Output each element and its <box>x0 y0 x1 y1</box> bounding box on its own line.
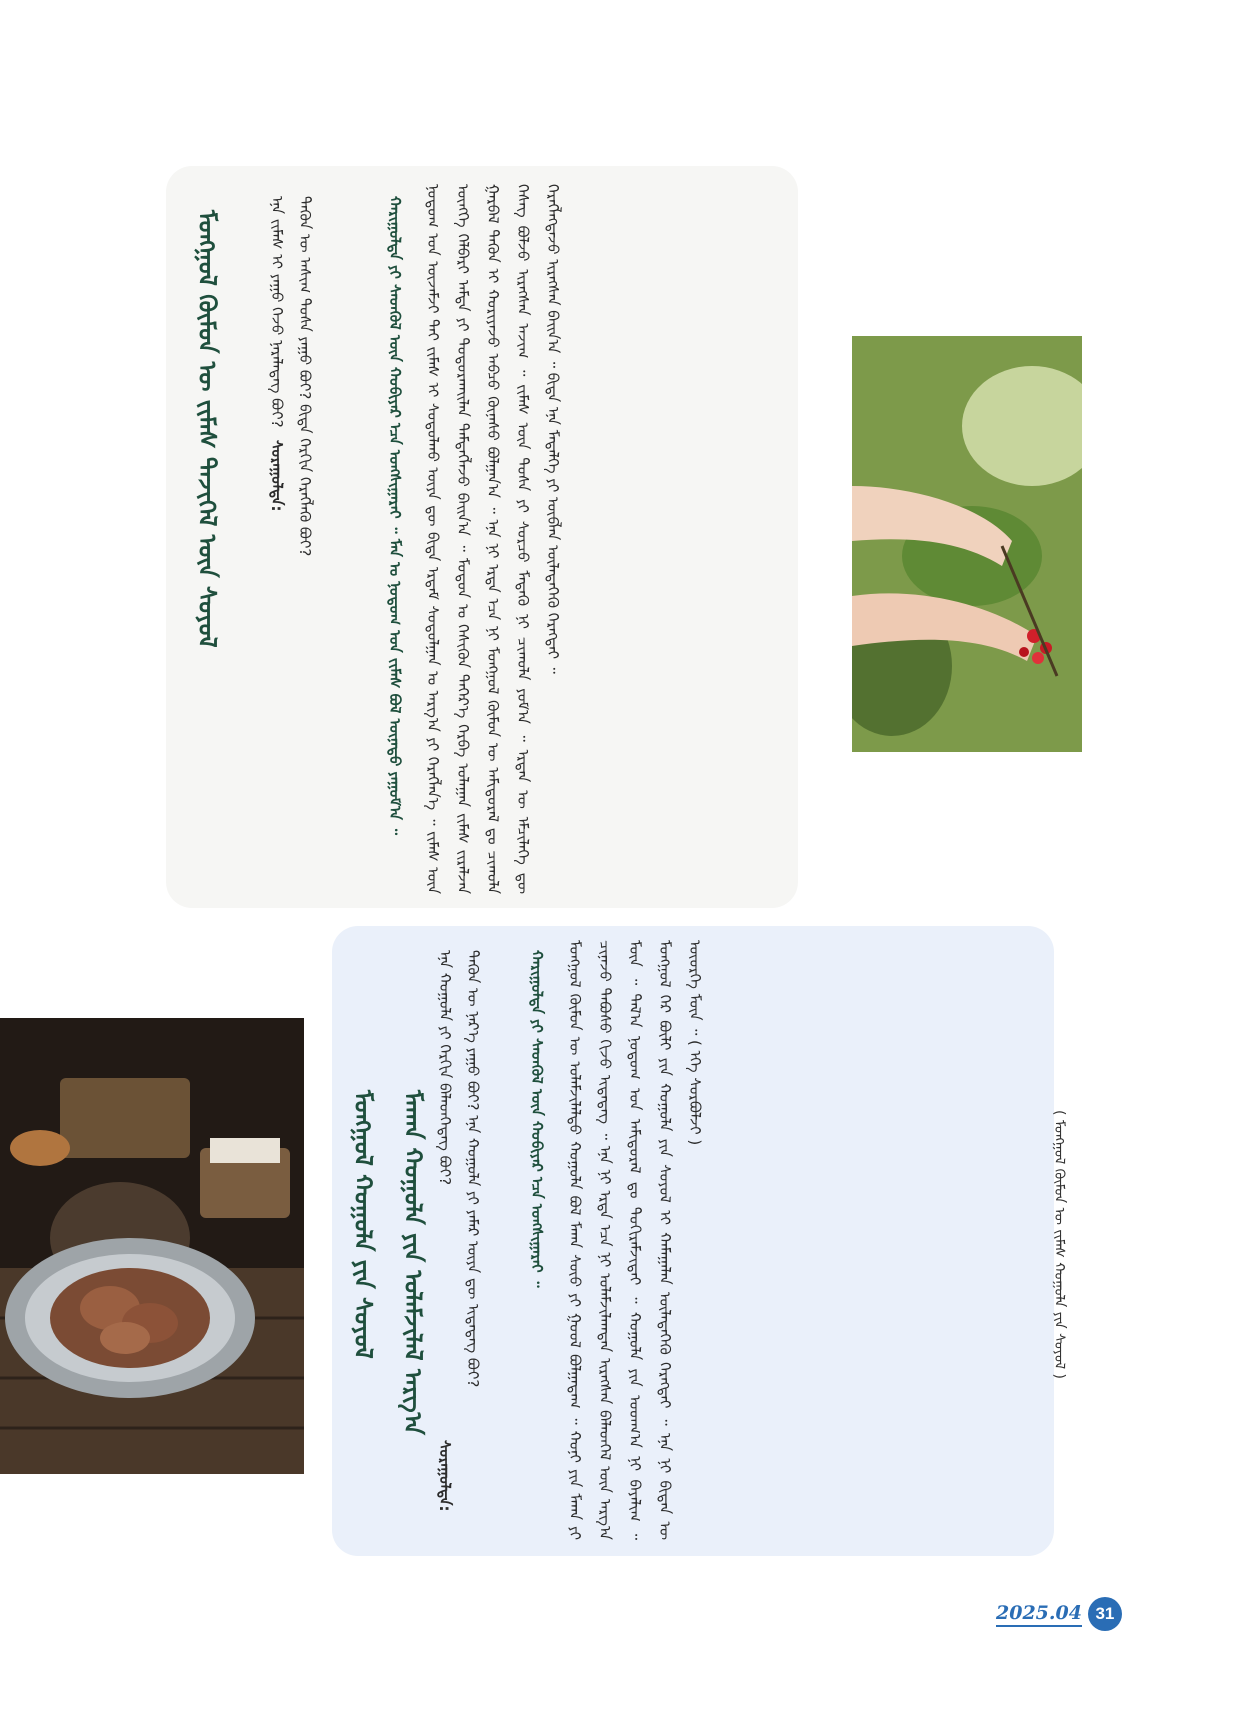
page-footer <box>996 1596 1122 1632</box>
meat-dish-photo <box>0 1018 304 1474</box>
article-body-bottom: ᠮᠣᠩᠭᠣᠯ ᠬᠦᠮᠦᠨ ᠦ ᠤᠯᠠᠮᠵᠢᠯᠠᠯᠲᠤ ᠬᠣᠭᠣᠯᠠ ᠪᠣᠯ ᠮᠠᠬᠠ ᠰᠦᠦ ᠶᠢ ᠭᠣᠣᠯ ᠪᠣᠯᠭᠠᠳᠠᠭ ᠃ ᠬᠣᠨᠢ ᠶᠢᠨ ᠮᠠᠬᠠ ᠶᠢ ᠴᠢᠨᠠᠵᠤ ᠳᠠᠪᠤᠰᠤ ᠬᠢᠵᠦ ᠢᠳᠡᠳᠡᠭ ᠃ ᠡᠨᠡ ᠨᠢ ᠡᠷᠲᠡ ᠡᠴᠡ ᠨᠢ ᠤᠯᠠᠮᠵᠢᠯᠠᠭᠳᠠᠨ ᠢᠷᠡᠭᠰᠡᠨ ᠪᠡᠯᠡᠳᠬᠡᠯ ᠦᠨ ᠠᠷᠭ᠎ᠠ ᠮᠥᠨ ᠃ ᠲᠠᠯ᠎ᠠ ᠨᠤᠲᠤᠭ ᠤᠨ ᠠᠮᠢᠳᠤᠷᠠᠯ ᠳᠤ ᠲᠣᠬᠢᠷᠠᠮᠵᠢᠲᠠᠢ ᠃ ᠬᠣᠭᠣᠯᠠ ᠶᠢᠨ ᠤᠳᠬ᠎ᠠ ᠨᠢ ᠪᠠᠶᠠᠯᠢᠭ ᠃ ᠮᠣᠩᠭᠣᠯ ᠭᠡᠷ ᠪᠦᠯᠢ ᠶᠢᠨ ᠬᠣᠭᠣᠯᠠ ᠶᠢᠨ ᠰᠣᠶᠣᠯ ᠢ ᠬᠠᠮᠠᠭᠠᠯᠠᠨ ᠦᠯᠡᠳᠡᠭᠡᠬᠦ ᠬᠡᠷᠡᠭᠲᠡᠢ ᠃ ᠡᠨᠡ ᠨᠢ ᠪᠢᠳᠡᠨ ᠦ ᠦᠦᠷᠭᠡ ᠮᠥᠨ ᠃ ( ᠡᠬᠡ ᠰᠤᠷᠪᠤᠯᠵᠢ ) <box>566 940 704 1540</box>
article-subtitle-bottom: ᠮᠠᠬᠠᠨ ᠬᠣᠭᠣᠯᠠ ᠶᠢᠨ ᠤᠯᠠᠮᠵᠢᠯᠠᠯ ᠠᠷᠭ᠎ᠠ <box>399 1090 427 1435</box>
article-subhead-bottom: ᠬᠠᠷᠢᠭᠤᠯᠲᠠ ᠶᠢ ᠰᠡᠳᠬᠦᠯ ᠦᠨ ᠬᠤᠪᠢᠶᠠᠷ ᠡᠴᠡ ᠤᠩᠰᠢᠭᠠᠷᠠᠢ ᠃ <box>528 950 546 1288</box>
article-subhead-top: ᠬᠠᠷᠢᠭᠤᠯᠲᠠ ᠶᠢ ᠰᠡᠳᠬᠦᠯ ᠦᠨ ᠬᠤᠪᠢᠶᠠᠷ ᠡᠴᠡ ᠤᠩᠰᠢᠭᠠᠷᠠᠢ ᠃ ᠮᠠᠨ ᠤ ᠨᠤᠲᠤᠭ ᠤᠨ ᠵᠢᠮᠡᠰ ᠪᠣᠯ ᠦᠨᠡᠲᠦ ᠶᠠᠭᠤᠮ᠎ᠠ ᠃ <box>386 196 404 836</box>
question-tag: ᠰᠤᠷᠠᠭᠤᠯᠲᠠ: <box>268 440 286 512</box>
question-tag-bottom: ᠰᠤᠷᠠᠭᠤᠯᠲᠠ: <box>436 1440 454 1512</box>
article-title-bottom: ᠮᠣᠩᠭᠣᠯ ᠬᠤᠭᠤᠯᠠ ᠶᠢᠨ ᠰᠣᠶᠣᠯ <box>349 1090 377 1359</box>
question-continued-bottom: ᠲᠡᠭᠦᠨ ᠦ ᠨᠡᠷ᠎ᠡ ᠶᠠᠭᠤ ᠪᠤᠢ? ᠡᠨᠡ ᠬᠣᠭᠣᠯᠠ ᠶᠢ ᠶᠠᠮᠠᠷ ᠦᠶᠡ ᠳᠦ ᠢᠳᠡᠳᠡᠭ ᠪᠤᠢ? <box>464 950 482 1388</box>
page-number: 31 <box>1088 1597 1122 1631</box>
berry-picking-photo <box>852 336 1082 752</box>
source-credit: ( ᠮᠣᠩᠭᠣᠯ ᠬᠦᠮᠦᠨ ᠦ ᠵᠢᠮᠡᠰ ᠬᠣᠭᠣᠯᠠ ᠶᠢᠨ ᠰᠣᠶᠣᠯ ) <box>1051 1110 1067 1379</box>
article-body-top: ᠨᠤᠲᠤᠭ ᠤᠨ ᠦᠵᠡᠮᠵᠢ ᠲᠡᠢ ᠵᠢᠮᠡᠰ ᠢ ᠰᠤᠳᠤᠯᠬᠤ ᠦᠶᠡ ᠳᠦ ᠪᠢᠳᠡ ᠡᠷᠳᠡᠮ ᠰᠤᠳᠤᠯᠭᠠᠨ ᠤ ᠠᠷᠭ᠎ᠠ ᠶᠢ ᠬᠡᠷᠡᠭᠯᠡᠨ᠎ᠡ ᠃ ᠵᠢᠮᠡᠰ ᠦᠨ ᠦᠩᠭᠡ ᠬᠡᠯᠪᠡᠷᠢ ᠠᠮᠲᠠ ᠶᠢ ᠲᠣᠳᠣᠷᠬᠠᠢᠯᠠᠨ ᠲᠡᠮᠳᠡᠭᠯᠡᠵᠦ ᠪᠠᠢᠨ᠎ᠠ ᠃ ᠮᠣᠳᠣᠨ ᠤ ᠭᠡᠰᠢᠭᠦᠨ ᠳᠡᠭᠡᠷ᠎ᠡ ᠬᠡᠷᠪᠡ ᠤᠯᠠᠭᠠᠨ ᠵᠢᠮᠡᠰ ᠵᠢᠷᠠᠯᠵᠠᠨ ᠭᠠᠷᠪᠠᠯ ᠲᠡᠭᠦᠨ ᠢ ᠬᠤᠷᠢᠶᠠᠵᠤ ᠠᠪᠴᠤ ᠬᠦᠨᠡᠰᠦ ᠪᠣᠯᠭᠠᠨ᠎ᠠ ᠃ ᠡᠨᠡ ᠨᠢ ᠡᠷᠲᠡ ᠡᠴᠡ ᠨᠢ ᠮᠣᠩᠭᠣᠯ ᠬᠦᠮᠦᠨ ᠦ ᠠᠮᠢᠳᠤᠷᠠᠯ ᠳᠤ ᠴᠢᠬᠤᠯᠠ ᠬᠡᠰᠡᠭ ᠪᠣᠯᠵᠤ ᠢᠷᠡᠭᠰᠡᠨ ᠠᠵᠢᠭ ᠃ ᠵᠢᠮᠡᠰ ᠦᠨ ᠲᠤᠰᠠ ᠶᠢ ᠰᠤᠷᠴᠤ ᠮᠡᠳᠡᠬᠦ ᠨᠢ ᠴᠢᠬᠤᠯᠠ ᠶᠤᠮ᠎ᠠ ᠃ ᠡᠷᠲᠡᠨ ᠦ ᠡᠮᠴᠢᠯᠡᠭᠡ ᠳᠦ ᠬᠡᠷᠡᠭᠯᠡᠭᠳᠡᠵᠦ ᠢᠷᠡᠭᠰᠡᠨ ᠪᠠᠢᠨ᠎ᠠ ᠃ ᠪᠢᠳᠡ ᠡᠨᠡ ᠮᠡᠳᠡᠯᠭᠡ ᠶᠢ ᠥᠪᠯᠡᠨ ᠦᠯᠡᠳᠡᠭᠡᠬᠦ ᠬᠡᠷᠡᠭᠲᠡᠢ ᠃ <box>424 184 562 894</box>
question-text: ᠡᠨᠡ ᠵᠢᠮᠡᠰ ᠢ ᠶᠠᠭᠤ ᠭᠡᠵᠦ ᠨᠡᠷᠡᠯᠡᠳᠡᠭ ᠪᠤᠢ? <box>268 196 286 428</box>
question-text-bottom: ᠡᠨᠡ ᠬᠣᠭᠣᠯᠠ ᠶᠢ ᠬᠡᠷᠬᠢᠨ ᠪᠡᠯᠡᠳᠬᠡᠳᠡᠭ ᠪᠤᠢ? <box>436 950 454 1186</box>
question-continued: ᠲᠡᠭᠦᠨ ᠦ ᠠᠰᠢᠭ ᠲᠤᠰᠠ ᠶᠠᠭᠤ ᠪᠤᠢ? ᠪᠢᠳᠡ ᠬᠡᠷᠬᠢᠨ ᠬᠡᠷᠡᠭᠯᠡᠬᠦ ᠪᠤᠢ? <box>296 196 314 557</box>
article-title-top: ᠮᠣᠩᠭᠣᠯ ᠬᠦᠮᠦᠨ ᠦ ᠵᠢᠮᠡᠰ ᠲᠡᠵᠢᠭᠡᠯ ᠦᠨ ᠰᠣᠶᠣᠯ <box>193 210 221 648</box>
issue-date: 2025.04 <box>996 1602 1082 1627</box>
